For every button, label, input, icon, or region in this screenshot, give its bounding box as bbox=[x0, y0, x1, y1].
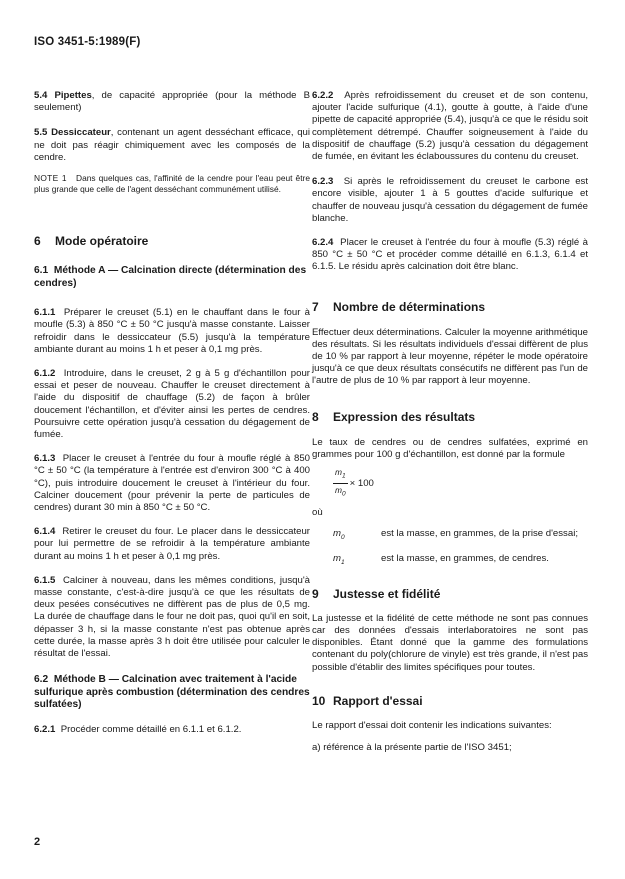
formula-numerator: $m_1$ bbox=[333, 467, 348, 484]
section-number: 10 bbox=[312, 693, 326, 708]
formula-fraction bbox=[333, 467, 348, 499]
section-9-heading bbox=[312, 587, 588, 602]
note-text: Dans quelques cas, l'affinité de la cendre pour l'eau peut être plus grande que celle de l'agent desséchant communément utilisé. bbox=[34, 173, 310, 194]
clause-number: 5.5 bbox=[34, 127, 48, 139]
formula-factor: × 100 bbox=[349, 477, 374, 489]
section-8-heading bbox=[312, 410, 588, 425]
clause-text: Si après le refroidissement du creuset le carbone est encore visible, ajouter 1 à 5 gouttes d'acide sulfurique et chauffer de nouveau jusqu'à cessation du dégagement de fumée blanche. bbox=[312, 176, 588, 224]
clause-number: 6.2.1 bbox=[34, 723, 56, 735]
clause-text: Placer le creuset à l'entrée du four à moufle (5.3) réglé à 850 °C ± 50 °C et procéder comme détaillé en 6.1.3, 6.1.4 et 6.1.5. Le résidu après calcination doit être blanc. bbox=[312, 237, 588, 273]
clause-text: Procéder comme détaillé en 6.1.1 et 6.1.2. bbox=[60, 723, 242, 735]
variable-description: est la masse, en grammes, de cendres. bbox=[381, 552, 549, 564]
section-6-1-heading bbox=[34, 265, 310, 290]
clause-text: Calciner à nouveau, dans les mêmes conditions, jusqu'à masse constante, c'est-à-dire jusqu'à ce que les résultats de deux pesées consécutives ne diffèrent pas de plus de 0,5 mg. La durée de chauffage dans le four ne doit pas, quoi qu'il en soit, dépasser 3 h, si la masse constante n'est pas obtenue après cette durée, la masse après 3 h doit être utilisée pour calculer le résultat de l'essai. bbox=[34, 574, 310, 660]
section-title: Mode opératoire bbox=[55, 234, 149, 249]
section-10-heading bbox=[312, 694, 588, 709]
section-title: Méthode A — Calcination directe (détermination des cendres) bbox=[34, 265, 307, 289]
clause-number: 6.1.5 bbox=[34, 574, 56, 586]
clause-text: Après refroidissement du creuset et de son contenu, ajouter l'acide sulfurique (4.1), goutte à goutte, à l'aide d'une pipette de capacité appropriée (5.4), jusqu'à ce que le résidu soit complètement détrempé. Chauffer soigneusement à l'aide du dispositif de chauffage (5.2) jusqu'à cessation du dégagement de fumée, en évitant les éclaboussures du contenu du creuset. bbox=[312, 90, 588, 163]
clause-6-2-3 bbox=[312, 176, 588, 225]
variable-symbol: $m_1$ bbox=[333, 552, 345, 566]
clause-6-2-1 bbox=[34, 724, 310, 736]
where-label: où bbox=[312, 507, 323, 519]
left-column bbox=[34, 90, 310, 736]
section-10-item-a: a) référence à la présente partie de l'ISO 3451; bbox=[312, 742, 512, 754]
ash-formula bbox=[333, 467, 588, 499]
clause-6-1-1 bbox=[34, 307, 310, 356]
section-number: 7 bbox=[312, 299, 319, 314]
section-8-text: Le taux de cendres ou de cendres sulfatées, exprimé en grammes pour 100 g d'échantillon, est donné par la formule bbox=[312, 436, 588, 460]
section-10-text: Le rapport d'essai doit contenir les indications suivantes: bbox=[312, 719, 552, 731]
clause-number: 6.2.4 bbox=[312, 237, 334, 249]
variable-description: est la masse, en grammes, de la prise d'essai; bbox=[381, 527, 578, 539]
section-6-heading bbox=[34, 234, 310, 249]
section-number: 6.2 bbox=[34, 674, 49, 686]
section-number: 6.1 bbox=[34, 265, 49, 277]
clause-5-4 bbox=[34, 90, 310, 114]
section-title: Nombre de déterminations bbox=[333, 299, 486, 314]
clause-term: Dessiccateur bbox=[51, 127, 111, 139]
right-column bbox=[312, 90, 588, 754]
clause-text: , contenant un agent desséchant efficace, qui ne doit pas réagir chimiquement avec les composés de la cendre. bbox=[34, 127, 310, 163]
clause-number: 6.2.3 bbox=[312, 176, 334, 188]
clause-6-2-2 bbox=[312, 90, 588, 163]
variable-symbol: $m_0$ bbox=[333, 527, 345, 541]
section-number: 6 bbox=[34, 234, 41, 249]
note-label: NOTE 1 bbox=[34, 173, 67, 184]
clause-6-1-2 bbox=[34, 368, 310, 441]
variable-m0 bbox=[312, 528, 588, 544]
clause-number: 6.1.3 bbox=[34, 453, 56, 465]
clause-number: 6.2.2 bbox=[312, 90, 334, 101]
section-7-text: Effectuer deux déterminations. Calculer la moyenne arithmétique des résultats. Si les résultats individuels d'essai diffèrent de plus de 10 % par rapport à leur moyenne, répéter le mode opératoire jusqu'à ce que deux résultats consécutifs ne diffèrent pas l'un de l'autre de plus de 10 % par rapport à leur moyenne. bbox=[312, 326, 588, 387]
section-6-2-heading bbox=[34, 674, 310, 712]
section-title: Rapport d'essai bbox=[333, 693, 423, 708]
clause-number: 6.1.4 bbox=[34, 526, 56, 538]
clause-6-1-3 bbox=[34, 453, 310, 514]
note-1 bbox=[34, 173, 310, 194]
clause-number: 6.1.2 bbox=[34, 368, 56, 380]
clause-6-1-4 bbox=[34, 526, 310, 563]
section-title: Expression des résultats bbox=[333, 409, 476, 424]
formula-denominator: $m_0$ bbox=[335, 484, 346, 498]
clause-term: Pipettes bbox=[54, 90, 92, 101]
clause-text: Préparer le creuset (5.1) en le chauffant dans le four à moufle (5.3) à 850 °C ± 50 °C jusqu'à masse constante. Laisser refroidir dans le dessiccateur (5.5) jusqu'à la température ambiante durant au moins 1 h et peser à 0,1 mg près. bbox=[34, 307, 310, 355]
section-7-heading bbox=[312, 300, 588, 315]
section-title: Méthode B — Calcination avec traitement à l'acide sulfurique après combustion (détermination des cendres sulfatées) bbox=[34, 674, 310, 711]
clause-number: 5.4 bbox=[34, 90, 48, 101]
section-9-text: La justesse et la fidélité de cette méthode ne sont pas connues car des données d'essais interlaboratoires ne sont pas disponibles. Étant donné que la gamme des formulations contenant du poly(chlorure de vinyle) est très grande, il n'est pas possible d'établir des limites spécifiques pour toutes. bbox=[312, 612, 588, 673]
variable-m1 bbox=[312, 553, 588, 569]
clause-5-5 bbox=[34, 127, 310, 164]
clause-text: , de capacité appropriée (pour la méthode B seulement) bbox=[34, 90, 310, 114]
document-header: ISO 3451-5:1989(F) bbox=[34, 36, 141, 48]
section-number: 8 bbox=[312, 409, 319, 424]
clause-number: 6.1.1 bbox=[34, 307, 56, 319]
clause-text: Introduire, dans le creuset, 2 g à 5 g d'échantillon pour essai et peser de nouveau. Chauffer le creuset directement à l'aide du dispositif de chauffage (5.2) de façon à brûler doucement l'échantillon, et d'éviter ainsi les pertes de cendres. Poursuivre cette opération jusqu'à cessation du dégagement de fumée. bbox=[34, 368, 310, 441]
section-title: Justesse et fidélité bbox=[333, 586, 441, 601]
clause-text: Retirer le creuset du four. Le placer dans le dessiccateur pour lui permettre de se refroidir à la température ambiante durant au moins 1 h et peser à 0,1 mg près. bbox=[34, 526, 310, 562]
clause-text: Placer le creuset à l'entrée du four à moufle réglé à 850 °C ± 50 °C (la température à l'entrée est d'environ 300 °C à 400 °C), puis introduire doucement le creuset à l'intérieur du four. Calciner doucement (pour prévenir la perte de particules de cendres) durant 30 min à 850 °C ± 50 °C. bbox=[34, 453, 310, 514]
page-number: 2 bbox=[34, 836, 41, 848]
clause-6-1-5 bbox=[34, 575, 310, 660]
clause-6-2-4 bbox=[312, 237, 588, 274]
section-number: 9 bbox=[312, 586, 319, 601]
